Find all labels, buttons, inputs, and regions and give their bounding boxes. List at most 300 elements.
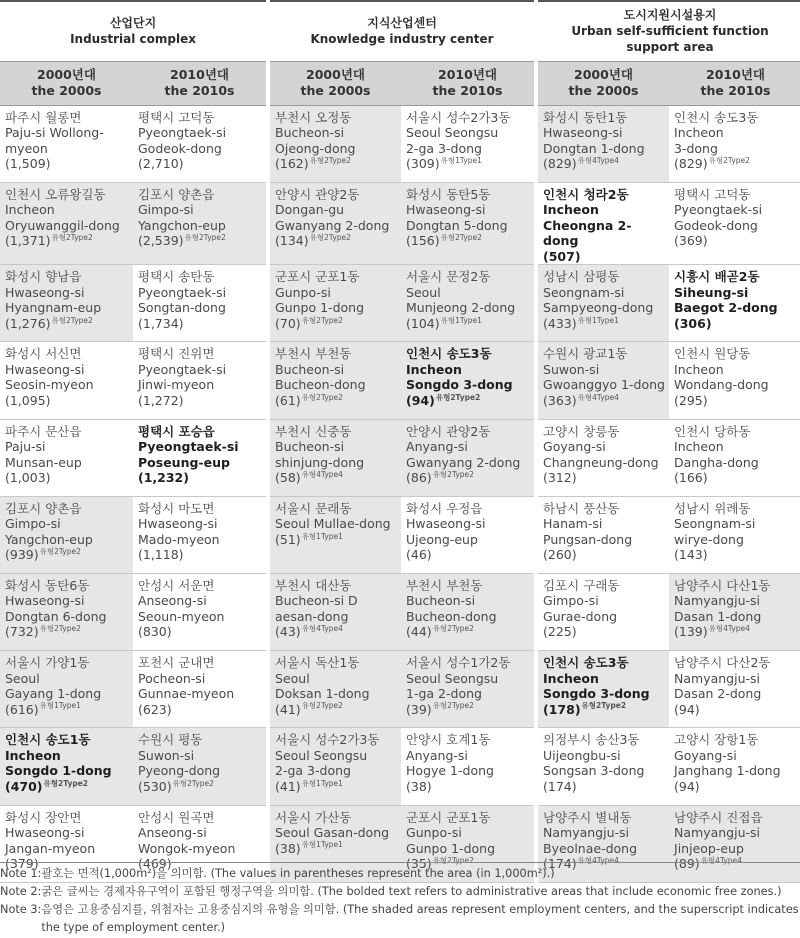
region-name-en: Pyeongtaek-si Godeok-dong xyxy=(138,125,227,156)
note-text: 음영은 고용중심지를, 위첨자는 고용중심지의 유형을 의미함. (The shaded areas represent employment centers, and the superscript indicates the type of employment center.) xyxy=(41,903,799,934)
region-cell xyxy=(669,105,800,182)
region-name-en: Siheung-si Baegot 2-dong xyxy=(674,284,778,316)
note-label: Note 2: xyxy=(0,885,42,898)
table-row xyxy=(0,105,800,182)
region-name-ko: 의정부시 송산3동 xyxy=(543,732,640,748)
era-header xyxy=(268,61,401,105)
area-value: (94) xyxy=(406,392,435,408)
area-line xyxy=(406,702,474,717)
era-header xyxy=(0,61,133,105)
region-name-en: Hwaseong-si Mado-myeon xyxy=(138,516,220,547)
region-cell xyxy=(0,573,133,650)
table-row xyxy=(0,265,800,342)
area-value: (363) xyxy=(543,392,577,408)
region-name-en: Seongnam-si wirye-dong xyxy=(674,516,756,547)
area-value: (39) xyxy=(406,701,432,717)
region-name-en: Seoul Doksan 1-dong xyxy=(275,670,370,702)
region-name-en: Seongnam-si Sampyeong-dong xyxy=(543,284,654,316)
region-name-ko: 부천시 오정동 xyxy=(275,109,352,125)
employment-type-superscript: 유형2Type2 xyxy=(301,701,343,711)
region-cell xyxy=(0,105,133,182)
region-cell xyxy=(401,342,536,419)
area-line xyxy=(543,624,577,639)
region-name-en: Namyangju-si Byeolnae-dong xyxy=(543,825,638,856)
region-name-en: Hwaseong-si Jangan-myeon xyxy=(5,825,96,856)
region-name-ko: 부천시 대산동 xyxy=(275,577,352,593)
region-name-en: Hwaseong-si Dongtan 5-dong xyxy=(406,202,508,233)
region-name-en: Incheon Oryuwanggil-dong xyxy=(5,202,120,233)
area-value: (2,710) xyxy=(138,156,184,171)
employment-type-superscript: 유형2Type2 xyxy=(432,855,474,865)
area-line xyxy=(543,156,619,171)
area-value: (1,371) xyxy=(5,233,51,249)
era-ko: 2000년대 xyxy=(574,67,633,82)
employment-type-superscript: 유형2Type2 xyxy=(172,778,214,788)
area-value: (134) xyxy=(275,233,309,249)
region-name-en: Namyangju-si Dasan 2-dong xyxy=(674,670,762,702)
note-text: 굵은 글씨는 경제자유구역이 포함된 행정구역을 의미함. (The bolded text refers to administrative areas that include economic free zones.) xyxy=(41,885,782,898)
region-name-ko: 화성시 장안면 xyxy=(5,809,82,825)
employment-type-superscript: 유형4Type4 xyxy=(577,155,619,165)
region-name-ko: 서울시 성수1가2동 xyxy=(406,655,511,671)
region-name-en: Bucheon-si Bucheon-dong xyxy=(406,593,497,624)
region-name-ko: 인천시 송도1동 xyxy=(5,732,91,748)
region-name-ko: 서울시 성수2가3동 xyxy=(406,109,511,125)
area-line xyxy=(138,547,184,562)
area-value: (530) xyxy=(138,778,172,794)
group-header-knowledge xyxy=(268,1,536,61)
area-line xyxy=(275,841,343,856)
area-value: (309) xyxy=(406,156,440,171)
region-name-ko: 김포시 양촌읍 xyxy=(138,186,215,202)
region-name-ko: 인천시 송도3동 xyxy=(406,346,492,362)
area-value: (86) xyxy=(406,470,432,486)
area-line xyxy=(674,547,708,562)
area-line xyxy=(138,470,189,485)
employment-type-superscript: 유형1Type1 xyxy=(440,315,482,325)
region-name-en: Anseong-si Seoun-myeon xyxy=(138,593,225,624)
region-cell xyxy=(0,419,133,496)
era-en: the 2010s xyxy=(164,83,235,98)
region-name-ko: 고양시 창릉동 xyxy=(543,423,620,439)
table-notes xyxy=(0,862,800,937)
employment-type-superscript: 유형4Type4 xyxy=(301,624,343,634)
region-name-en: Hwaseong-si Dongtan 1-dong xyxy=(543,125,645,156)
employment-type-superscript: 유형2Type2 xyxy=(301,392,343,402)
region-name-en: Gunpo-si Gunpo 1-dong xyxy=(406,825,496,856)
era-ko: 2010년대 xyxy=(438,67,497,82)
region-name-ko: 성남시 삼평동 xyxy=(543,269,620,285)
area-line xyxy=(5,779,88,794)
region-cell xyxy=(268,419,401,496)
area-value: (469) xyxy=(138,856,172,871)
region-cell xyxy=(401,419,536,496)
area-value: (166) xyxy=(674,470,708,486)
region-cell xyxy=(268,182,401,265)
era-header xyxy=(401,61,536,105)
area-line xyxy=(406,624,474,639)
area-line xyxy=(406,316,482,331)
region-name-ko: 화성시 동탄6동 xyxy=(5,577,90,593)
area-line xyxy=(543,316,619,331)
area-value: (38) xyxy=(275,840,301,856)
region-name-en: Suwon-si Gwoanggyo 1-dong xyxy=(543,361,665,393)
employment-type-superscript: 유형2Type2 xyxy=(43,778,89,788)
region-name-ko: 수원시 평동 xyxy=(138,732,203,748)
area-value: (89) xyxy=(674,856,700,871)
region-cell xyxy=(401,105,536,182)
area-value: (829) xyxy=(674,156,708,171)
region-cell xyxy=(133,342,268,419)
region-name-ko: 군포시 군포1동 xyxy=(275,269,360,285)
region-name-en: Hwaseong-si Hyangnam-eup xyxy=(5,284,102,316)
area-value: (830) xyxy=(138,624,172,640)
region-name-en: Goyang-si Janghang 1-dong xyxy=(674,747,781,779)
region-name-en: Paju-si Munsan-eup xyxy=(5,439,82,470)
area-line xyxy=(674,393,708,408)
region-name-en: Gimpo-si Yangchon-eup xyxy=(5,516,93,547)
employment-type-superscript: 유형4Type4 xyxy=(577,392,619,402)
area-value: (58) xyxy=(275,470,301,486)
table-row xyxy=(0,342,800,419)
region-cell xyxy=(268,728,401,805)
area-line xyxy=(275,702,343,717)
table-row xyxy=(0,728,800,805)
employment-type-superscript: 유형2Type2 xyxy=(581,701,627,711)
area-value: (178) xyxy=(543,701,581,717)
region-name-ko: 하남시 풍산동 xyxy=(543,500,620,516)
region-name-ko: 화성시 서신면 xyxy=(5,346,82,362)
region-name-ko: 평택시 고덕동 xyxy=(138,109,215,125)
region-cell xyxy=(536,651,669,728)
area-value: (174) xyxy=(543,778,577,794)
era-en: the 2010s xyxy=(432,83,503,98)
area-line xyxy=(543,779,577,794)
employment-type-superscript: 유형1Type1 xyxy=(577,315,619,325)
note-label: Note 1: xyxy=(0,867,42,880)
area-value: (623) xyxy=(138,701,172,717)
group-title-en: Urban self-sufficient function support area xyxy=(571,24,769,55)
region-name-en: Incheon 3-dong xyxy=(674,125,724,156)
area-value: (507) xyxy=(543,248,581,264)
area-value: (41) xyxy=(275,701,301,717)
employment-type-superscript: 유형4Type4 xyxy=(301,469,343,479)
area-value: (2,539) xyxy=(138,233,184,249)
region-cell xyxy=(669,265,800,342)
region-cell xyxy=(268,342,401,419)
area-line xyxy=(5,547,81,562)
region-cell xyxy=(536,728,669,805)
region-name-en: Bucheon-si D aesan-dong xyxy=(275,593,358,624)
area-line xyxy=(275,156,351,171)
area-value: (1,734) xyxy=(138,315,184,331)
area-line xyxy=(5,316,93,331)
region-cell xyxy=(669,496,800,573)
area-value: (51) xyxy=(275,531,301,547)
region-name-ko: 파주시 문산읍 xyxy=(5,423,82,439)
region-name-en: Suwon-si Pyeong-dong xyxy=(138,747,221,779)
region-cell xyxy=(0,496,133,573)
era-en: the 2010s xyxy=(700,83,771,98)
region-name-ko: 인천시 청라2동 xyxy=(543,186,629,202)
area-value: (312) xyxy=(543,470,577,486)
region-name-en: Incheon Cheongna 2-dong xyxy=(543,202,632,249)
region-cell xyxy=(536,265,669,342)
area-line xyxy=(275,233,351,248)
region-cell xyxy=(0,651,133,728)
region-name-ko: 안양시 호계1동 xyxy=(406,732,491,748)
employment-type-superscript: 유형1Type1 xyxy=(301,778,343,788)
region-name-en: Anyang-si Hogye 1-dong xyxy=(406,747,494,779)
region-name-ko: 화성시 동탄5동 xyxy=(406,186,491,202)
area-line xyxy=(5,233,93,248)
era-header xyxy=(536,61,669,105)
area-line xyxy=(674,470,708,485)
area-value: (295) xyxy=(674,392,708,408)
area-line xyxy=(674,624,750,639)
area-line xyxy=(138,156,184,171)
area-line xyxy=(138,702,172,717)
group-title-ko: 산업단지 xyxy=(109,16,157,31)
region-cell xyxy=(0,182,133,265)
region-name-ko: 시흥시 배곧2동 xyxy=(674,269,760,285)
region-cell xyxy=(133,265,268,342)
area-line xyxy=(5,156,51,171)
note-line xyxy=(0,883,800,901)
area-line xyxy=(138,779,214,794)
area-value: (433) xyxy=(543,315,577,331)
employment-type-superscript: 유형2Type2 xyxy=(309,155,351,165)
employment-type-superscript: 유형2Type2 xyxy=(51,315,93,325)
group-header-urban xyxy=(536,1,800,61)
area-line xyxy=(543,702,626,717)
area-value: (41) xyxy=(275,778,301,794)
region-cell xyxy=(401,573,536,650)
area-value: (616) xyxy=(5,701,39,717)
region-cell xyxy=(669,342,800,419)
employment-type-superscript: 유형2Type2 xyxy=(432,701,474,711)
area-line xyxy=(406,233,482,248)
area-line xyxy=(674,702,700,717)
employment-type-superscript: 유형1Type1 xyxy=(301,840,343,850)
area-line xyxy=(138,316,184,331)
area-line xyxy=(275,624,343,639)
employment-type-superscript: 유형1Type1 xyxy=(39,701,81,711)
region-cell xyxy=(133,182,268,265)
area-line xyxy=(275,470,343,485)
region-name-ko: 서울시 문정2동 xyxy=(406,269,491,285)
region-name-en: Gimpo-si Yangchon-eup xyxy=(138,202,226,233)
note-text: 괄호는 면적(1,000m²)을 의미함. (The values in parentheses represent the area (in 1,000m²).) xyxy=(41,867,555,880)
area-line xyxy=(543,470,577,485)
table-row xyxy=(0,651,800,728)
area-value: (1,003) xyxy=(5,470,51,486)
region-cell xyxy=(669,419,800,496)
area-value: (1,276) xyxy=(5,315,51,331)
region-cell xyxy=(0,342,133,419)
region-cell xyxy=(536,182,669,265)
region-name-en: Goyang-si Changneung-dong xyxy=(543,439,659,470)
era-ko: 2000년대 xyxy=(37,67,96,82)
area-line xyxy=(543,547,577,562)
area-line xyxy=(5,624,81,639)
region-name-en: Dongan-gu Gwanyang 2-dong xyxy=(275,202,390,233)
region-cell xyxy=(536,573,669,650)
region-name-ko: 고양시 장항1동 xyxy=(674,732,759,748)
era-ko: 2000년대 xyxy=(306,67,365,82)
table-row xyxy=(0,419,800,496)
region-name-ko: 포천시 군내면 xyxy=(138,655,215,671)
employment-type-superscript: 유형2Type2 xyxy=(432,624,474,634)
area-value: (35) xyxy=(406,856,432,871)
region-name-en: Bucheon-si Ojeong-dong xyxy=(275,125,356,156)
employment-type-superscript: 유형2Type2 xyxy=(309,233,351,243)
area-value: (38) xyxy=(406,778,432,794)
region-name-ko: 평택시 송탄동 xyxy=(138,269,215,285)
region-name-ko: 성남시 위례동 xyxy=(674,500,751,516)
area-value: (162) xyxy=(275,156,309,171)
region-name-ko: 화성시 마도면 xyxy=(138,500,215,516)
era-ko: 2010년대 xyxy=(706,67,765,82)
area-value: (470) xyxy=(5,778,43,794)
region-name-en: Incheon Dangha-dong xyxy=(674,439,759,470)
region-name-ko: 수원시 광교1동 xyxy=(543,346,628,362)
employment-type-superscript: 유형2Type2 xyxy=(51,233,93,243)
region-name-en: Incheon Songdo 1-dong xyxy=(5,747,112,779)
region-cell xyxy=(401,728,536,805)
region-name-en: Incheon Wondang-dong xyxy=(674,361,769,393)
area-value: (732) xyxy=(5,624,39,640)
region-name-en: Pyeongtaek-si Godeok-dong xyxy=(674,202,763,233)
region-name-ko: 남양주시 진접읍 xyxy=(674,809,763,825)
table-body xyxy=(0,105,800,882)
region-name-ko: 평택시 포승읍 xyxy=(138,423,215,439)
region-cell xyxy=(133,573,268,650)
region-cell xyxy=(268,573,401,650)
era-en: the 2000s xyxy=(31,83,102,98)
region-name-ko: 평택시 진위면 xyxy=(138,346,215,362)
area-value: (104) xyxy=(406,315,440,331)
region-name-en: Hwaseong-si Seosin-myeon xyxy=(5,361,94,393)
region-name-en: Seoul Munjeong 2-dong xyxy=(406,284,516,316)
era-header-row xyxy=(0,61,800,105)
region-name-ko: 안성시 원곡면 xyxy=(138,809,215,825)
region-name-en: Pyeongtaek-si Songtan-dong xyxy=(138,284,227,316)
area-value: (1,232) xyxy=(138,470,189,486)
region-name-ko: 군포시 군포1동 xyxy=(406,809,491,825)
region-name-ko: 화성시 동탄1동 xyxy=(543,109,628,125)
region-name-en: Hwaseong-si Dongtan 6-dong xyxy=(5,593,107,624)
era-header xyxy=(133,61,268,105)
region-name-en: Seoul Seongsu 1-ga 2-dong xyxy=(406,670,499,702)
region-cell xyxy=(536,419,669,496)
area-line xyxy=(406,393,480,408)
area-line xyxy=(275,779,343,794)
area-line xyxy=(406,547,432,562)
table-row xyxy=(0,182,800,265)
employment-type-superscript: 유형1Type1 xyxy=(440,155,482,165)
area-value: (1,272) xyxy=(138,392,184,408)
region-name-en: Pyeongtaek-si Poseung-eup xyxy=(138,439,239,470)
region-name-ko: 남양주시 별내동 xyxy=(543,809,632,825)
region-name-en: Seoul Gasan-dong xyxy=(275,825,390,840)
region-cell xyxy=(268,496,401,573)
area-line xyxy=(674,156,750,171)
region-cell xyxy=(401,496,536,573)
region-cell xyxy=(669,182,800,265)
region-name-ko: 부천시 신중동 xyxy=(275,423,352,439)
region-name-en: Gimpo-si Gurae-dong xyxy=(543,593,618,624)
area-value: (61) xyxy=(275,392,301,408)
region-cell xyxy=(536,342,669,419)
area-value: (225) xyxy=(543,624,577,640)
region-cell xyxy=(669,728,800,805)
region-cell xyxy=(0,728,133,805)
area-line xyxy=(275,532,343,547)
area-value: (139) xyxy=(674,624,708,640)
employment-type-superscript: 유형1Type1 xyxy=(301,531,343,541)
region-name-ko: 부천시 부천동 xyxy=(406,577,483,593)
region-cell xyxy=(268,651,401,728)
region-name-ko: 파주시 월롱면 xyxy=(5,109,82,125)
area-line xyxy=(5,702,81,717)
region-name-ko: 인천시 송도3동 xyxy=(674,109,759,125)
region-name-en: Paju-si Wollong- myeon xyxy=(5,125,104,156)
area-line xyxy=(275,393,343,408)
region-cell xyxy=(268,265,401,342)
area-value: (94) xyxy=(674,701,700,717)
area-value: (44) xyxy=(406,624,432,640)
employment-type-superscript: 유형2Type2 xyxy=(432,469,474,479)
region-cell xyxy=(536,496,669,573)
note-line xyxy=(0,865,800,883)
era-en: the 2000s xyxy=(300,83,371,98)
area-value: (70) xyxy=(275,315,301,331)
region-name-ko: 안양시 관양2동 xyxy=(275,186,360,202)
employment-type-superscript: 유형2Type2 xyxy=(39,624,81,634)
area-value: (94) xyxy=(674,778,700,794)
area-value: (939) xyxy=(5,547,39,563)
region-name-ko: 인천시 당하동 xyxy=(674,423,751,439)
region-name-ko: 서울시 가양1동 xyxy=(5,655,90,671)
area-line xyxy=(138,233,226,248)
region-name-en: Seoul Seongsu 2-ga 3-dong xyxy=(275,747,368,779)
region-name-ko: 서울시 문래동 xyxy=(275,500,352,516)
region-name-ko: 남양주시 다산2동 xyxy=(674,655,771,671)
area-value: (156) xyxy=(406,233,440,249)
group-title-ko: 지식산업센터 xyxy=(367,16,437,31)
region-name-en: Bucheon-si Bucheon-dong xyxy=(275,361,366,393)
region-name-en: Anseong-si Wongok-myeon xyxy=(138,825,236,856)
area-line xyxy=(5,393,51,408)
employment-type-superscript: 유형4Type4 xyxy=(577,855,619,865)
region-name-ko: 김포시 양촌읍 xyxy=(5,500,82,516)
employment-type-superscript: 유형4Type4 xyxy=(700,855,742,865)
region-cell xyxy=(536,105,669,182)
employment-type-superscript: 유형2Type2 xyxy=(708,155,750,165)
region-name-ko: 부천시 부천동 xyxy=(275,346,352,362)
region-cell xyxy=(669,573,800,650)
region-cell xyxy=(401,182,536,265)
era-en: the 2000s xyxy=(568,83,639,98)
region-name-ko: 인천시 송도3동 xyxy=(543,655,629,671)
area-value: (260) xyxy=(543,547,577,563)
region-name-en: Gunpo-si Gunpo 1-dong xyxy=(275,284,365,316)
group-header-industrial xyxy=(0,1,268,61)
area-line xyxy=(543,393,619,408)
region-name-ko: 화성시 향남읍 xyxy=(5,269,82,285)
area-value: (829) xyxy=(543,156,577,171)
